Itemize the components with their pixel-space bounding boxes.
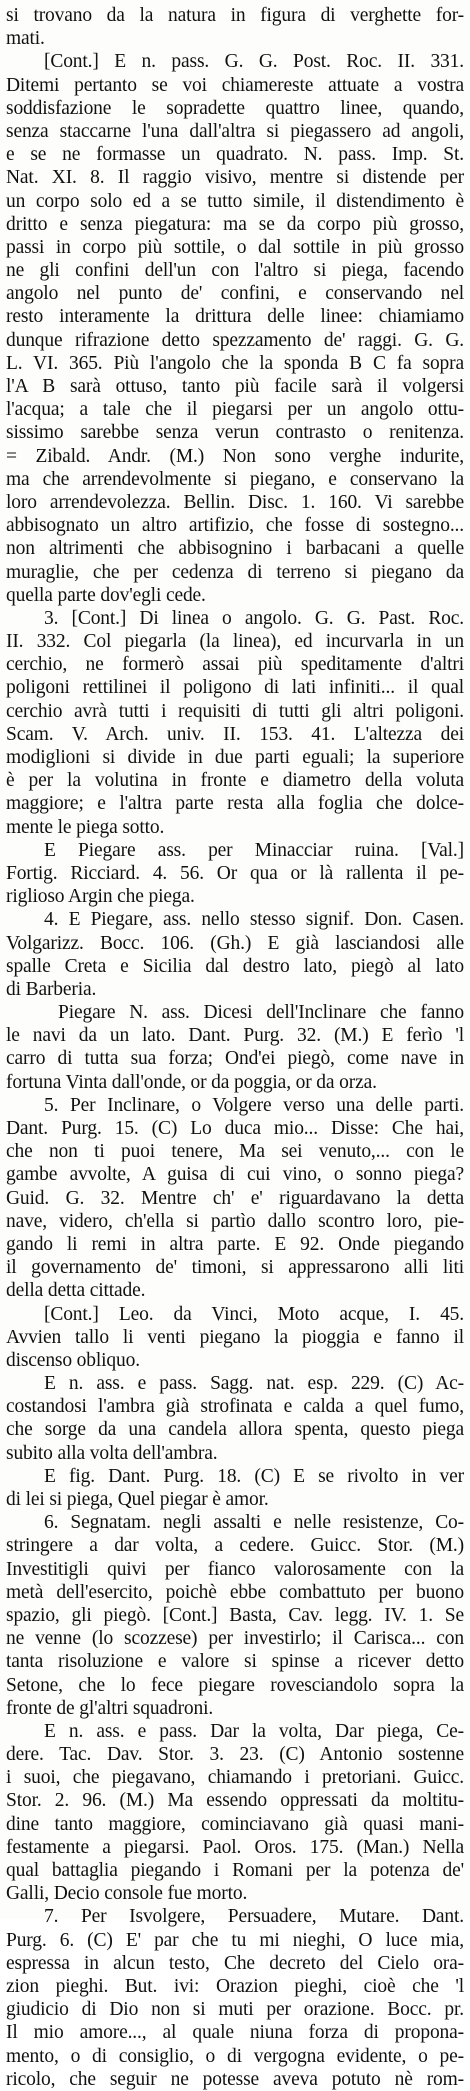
- text-line: cerchio, ne formerò assai più speditamente d'altri: [6, 654, 464, 676]
- text-line: dine tanto maggiore, cominciavano già quasi mani-: [6, 1813, 464, 1835]
- text-line: di Barberia.: [6, 978, 97, 1000]
- text-line: che non ti puoi tenere, Ma sei venuto,... con le: [6, 1141, 464, 1163]
- text-line: il governamento de' timoni, si appressarono alli liti: [6, 1257, 464, 1279]
- text-line: passi in corpo più sottile, o dal sottile in più grosso: [6, 236, 464, 258]
- text-line: abbisognato un altro artifizio, che fosse di sostegno...: [6, 515, 464, 537]
- text-line: costandosi l'ambra già strofinata e calda a quel fumo,: [6, 1396, 464, 1418]
- text-line: giudicio di Dio non si muti per orazione. Bocc. pr.: [6, 1999, 464, 2021]
- text-line: cerchio avrà tutti i requisiti di tutti gli altri poligoni.: [6, 700, 464, 722]
- text-line: spalle Creta e Sicilia dal destro lato, piegò al lato: [6, 955, 464, 977]
- text-line: maggiore; e l'altra parte resta alla foglia che dolce-: [6, 793, 464, 815]
- text-line: E fig. Dant. Purg. 18. (C) E se rivolto in ver: [44, 1465, 464, 1487]
- text-line: gando li remi in altra parte. E 92. Onde piegando: [6, 1233, 464, 1255]
- text-line: Nat. XI. 8. Il raggio visivo, mentre si distende per: [6, 167, 464, 189]
- text-line: Stor. 2. 96. (M.) Ma essendo oppressati da moltitu-: [6, 1790, 464, 1812]
- text-line: E Piegare ass. per Minacciar ruina. [Val.]: [44, 839, 464, 861]
- text-line: che sorge da una candela allora spenta, questo piega: [6, 1419, 464, 1441]
- text-line: un corpo solo ed a se tutto simile, il distendimento è: [6, 190, 464, 212]
- text-line: resto interamente la drittura delle linee: chiamiamo: [6, 306, 464, 328]
- text-line: discenso obliquo.: [6, 1349, 140, 1371]
- text-line: II. 332. Col piegarla (la linea), ed incurvarla in un: [6, 631, 464, 653]
- text-line: le navi da un lato. Dant. Purg. 32. (M.) E ferìo 'l: [6, 1025, 464, 1047]
- text-line: 6. Segnatam. negli assalti e nelle resistenze, Co-: [44, 1512, 464, 1534]
- text-line: E n. ass. e pass. Sagg. nat. esp. 229. (C) Ac-: [44, 1373, 464, 1395]
- text-line: ne venne (lo scozzese) per investirlo; il Carisca... con: [6, 1628, 464, 1650]
- text-line: di lei si piega, Quel piegar è amor.: [6, 1489, 269, 1510]
- text-line: 4. E Piegare, ass. nello stesso signif. Don. Casen.: [44, 909, 464, 931]
- text-line: espressa in alcun testo, Che decreto del Cielo ora-: [6, 1952, 464, 1974]
- text-column: [0, 4, 470, 2091]
- text-line: quella parte dov'egli cede.: [6, 584, 206, 606]
- text-line: festamente a piegarsi. Paol. Oros. 175. (Man.) Nella: [6, 1836, 464, 1858]
- text-line: nave, videro, ch'ella si partìo dallo scontro loro, pie-: [6, 1210, 464, 1232]
- text-line: mento, o di consiglio, o di vergogna evidente, o pe-: [6, 2045, 464, 2067]
- text-line: i suoi, che piegavano, chiamando i pretoriani. Guicc.: [6, 1767, 464, 1789]
- text-line: ma che arrendevolmente si piegano, e conservano la: [6, 468, 464, 490]
- text-line: [Cont.] E n. pass. G. G. Post. Roc. II. 331.: [44, 51, 464, 73]
- text-line: Ditemi pertanto se voi chiamereste attuate a vostra: [6, 74, 464, 96]
- text-line: della detta cittade.: [6, 1280, 146, 1302]
- text-line: muraglie, che per cedenza di terreno si piegano da: [6, 561, 464, 583]
- text-line: soddisfazione le sopradette quattro linee, quando,: [6, 97, 464, 119]
- text-line: fronte de gl'altri squadroni.: [6, 1697, 214, 1719]
- text-line: angolo nel punto de' confini, e conservando nel: [6, 283, 464, 305]
- text-line: spazio, gli piegò. [Cont.] Basta, Cav. legg. IV. 1. Se: [6, 1604, 464, 1626]
- text-line: sissimo sarebbe senza verun contrasto o renitenza.: [6, 422, 464, 444]
- text-line: modiglioni si divide in due parti eguali; la superiore: [6, 747, 464, 768]
- text-line: non altrimenti che abbisognino i barbacani a quelle: [6, 538, 464, 560]
- text-line: Fortig. Ricciard. 4. 56. Or qua or là rallenta il pe-: [6, 862, 464, 884]
- text-line: dunque rifrazione detto spezzamento de' raggi. G. G.: [6, 329, 464, 351]
- text-line: E n. ass. e pass. Dar la volta, Dar piega, Ce-: [44, 1720, 464, 1742]
- text-line: carro di tutta sua forza; Ond'ei piegò, come nave in: [6, 1048, 464, 1070]
- text-line: Piegare N. ass. Dicesi dell'Inclinare che fanno: [58, 1002, 464, 1024]
- text-line: zion pieghi. But. ivi: Orazion pieghi, cioè che 'l: [6, 1975, 464, 1997]
- text-line: Setone, che lo fece piegare rovesciandolo sopra la: [6, 1674, 464, 1696]
- text-line: Il mio amore..., al quale niuna forza di propona-: [6, 2022, 464, 2044]
- text-line: tanta risoluzione e valore si spinse a ricever detto: [6, 1651, 464, 1673]
- text-line: Avvien tallo li venti piegano la pioggia e fanno il: [6, 1326, 464, 1348]
- text-line: 5. Per Inclinare, o Volgere verso una delle parti.: [44, 1094, 464, 1116]
- text-line: ne gli confini dell'un con l'altro si piega, facendo: [6, 260, 464, 282]
- text-line: dere. Tac. Dav. Stor. 3. 23. (C) Antonio sostenne: [6, 1744, 464, 1766]
- text-line: dritto e senza piegatura: ma se da corpo più grosso,: [6, 213, 464, 235]
- text-line: 7. Per Isvolgere, Persuadere, Mutare. Dant.: [44, 1906, 464, 1928]
- text-line: è per la volutina in fronte e diametro della voluta: [6, 770, 464, 792]
- text-line: mente le piega sotto.: [6, 816, 165, 838]
- text-line: l'A B sarà ottuso, tanto più facile sarà il volgersi: [6, 376, 464, 397]
- text-line: [Cont.] Leo. da Vinci, Moto acque, I. 45.: [44, 1303, 464, 1325]
- text-line: Investitigli quivi per fianco valorosamente con la: [6, 1558, 464, 1580]
- text-line: 3. [Cont.] Di linea o angolo. G. G. Past. Roc.: [44, 607, 464, 629]
- text-line: Dant. Purg. 15. (C) Lo duca mio... Disse: Che hai,: [6, 1118, 464, 1139]
- text-line: Guid. G. 32. Mentre ch' e' riguardavano la detta: [6, 1187, 464, 1209]
- text-line: Volgarizz. Bocc. 106. (Gh.) E già lasciandosi alle: [6, 932, 464, 954]
- text-line: metà dell'esercito, poichè ebbe combattuto per buono: [6, 1581, 464, 1603]
- text-line: L. VI. 365. Più l'angolo che la sponda B C fa sopra: [6, 352, 464, 374]
- text-line: poligoni rettilinei il poligono di lati infiniti... il qual: [6, 677, 464, 699]
- text-line: mati.: [6, 28, 45, 50]
- text-line: Galli, Decio console fue morto.: [6, 1883, 248, 1905]
- text-line: si trovano da la natura in figura di verghette for-: [6, 5, 464, 26]
- text-line: e se ne formasse un quadrato. N. pass. Imp. St.: [6, 144, 464, 166]
- text-line: stringere a dar volta, a cedere. Guicc. Stor. (M.): [6, 1535, 464, 1557]
- text-line: fortuna Vinta dall'onde, or da poggia, or da orza.: [6, 1071, 377, 1093]
- text-line: riglioso Argin che piega.: [6, 886, 195, 908]
- text-line: Purg. 6. (C) E' par che tu mi nieghi, O luce mia,: [6, 1929, 464, 1951]
- text-line: l'acqua; a tale che il piegarsi per un angolo ottu-: [6, 399, 464, 421]
- text-line: gambe avvolte, A guisa di cui vino, o sonno piega?: [6, 1164, 464, 1186]
- text-line: qual battaglia piegando i Romani per la potenza de': [6, 1860, 464, 1881]
- text-line: senza staccarne l'una dall'altra si piegassero ad angoli,: [6, 120, 464, 142]
- text-line: ricolo, che seguir ne potesse aveva potuto nè rom-: [6, 2068, 464, 2090]
- text-line: subito alla volta dell'ambra.: [6, 1442, 218, 1464]
- text-line: loro arrendevolezza. Bellin. Disc. 1. 160. Vi sarebbe: [6, 491, 464, 513]
- text-line: Scam. V. Arch. univ. II. 153. 41. L'altezza dei: [6, 723, 464, 745]
- text-line: = Zibald. Andr. (M.) Non sono verghe indurite,: [6, 445, 464, 467]
